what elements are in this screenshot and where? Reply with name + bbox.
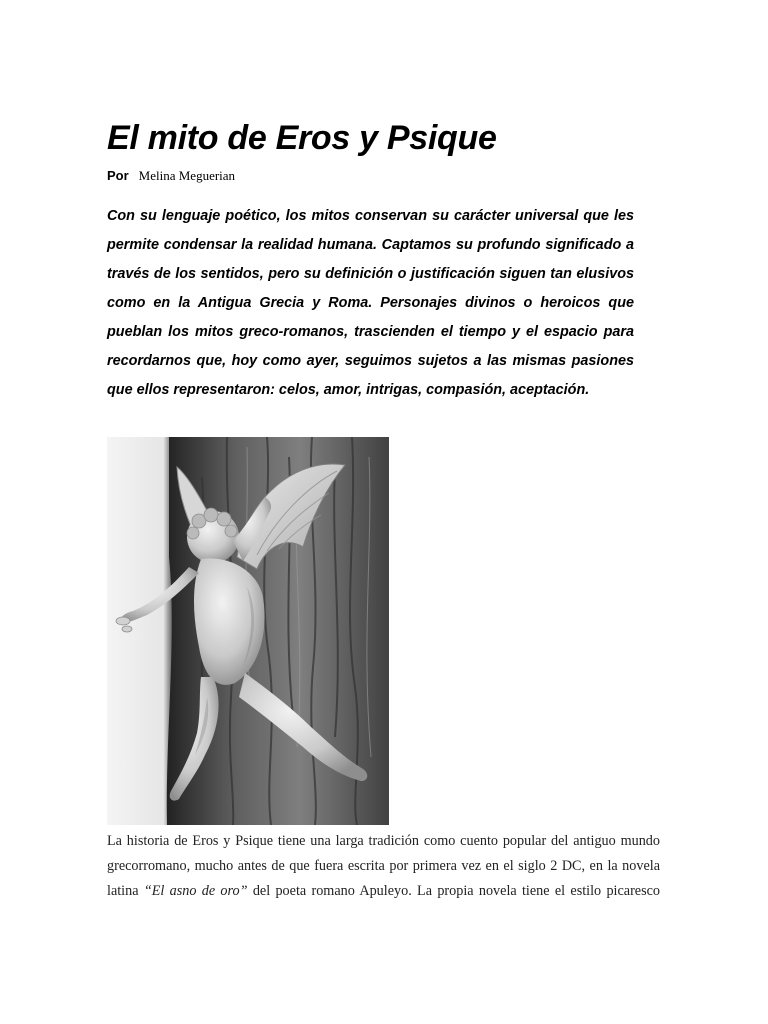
byline bbox=[107, 168, 235, 184]
byline-author: Melina Meguerian bbox=[138, 168, 236, 183]
book-title-italic: “El asno de oro” bbox=[143, 883, 248, 899]
lead-paragraph: Con su lenguaje poético, los mitos conservan su carácter universal que les permite condensar la realidad humana. Captamos su profundo significado a través de los sentidos, pero su definición o justificación siguen tan elusivos como en la Antigua Grecia y Roma. Personajes divinos o heroicos que pueblan los mitos greco-romanos, trascienden el tiempo y el espacio para recordarnos que, hoy como ayer, seguimos sujetos a las mismas pasiones que ellos representaron: celos, amor, intrigas, compasión, aceptación. bbox=[107, 208, 634, 398]
statue-photo-illustration bbox=[107, 437, 389, 825]
body-paragraph bbox=[107, 829, 660, 904]
byline-label: Por bbox=[107, 168, 129, 183]
body-text-end: del poeta romano Apuleyo. La propia novela tiene el estilo picaresco bbox=[247, 883, 661, 899]
eros-statue-image bbox=[107, 437, 389, 825]
body-text-start: La historia de Eros y Psique tiene una larga tradición como cuento popular del antiguo mundo grecorromano, mucho antes de que fuera escrita por primera vez en el siglo 2 DC, en la novela latina bbox=[107, 833, 660, 899]
article-title: El mito de Eros y Psique bbox=[107, 119, 497, 157]
